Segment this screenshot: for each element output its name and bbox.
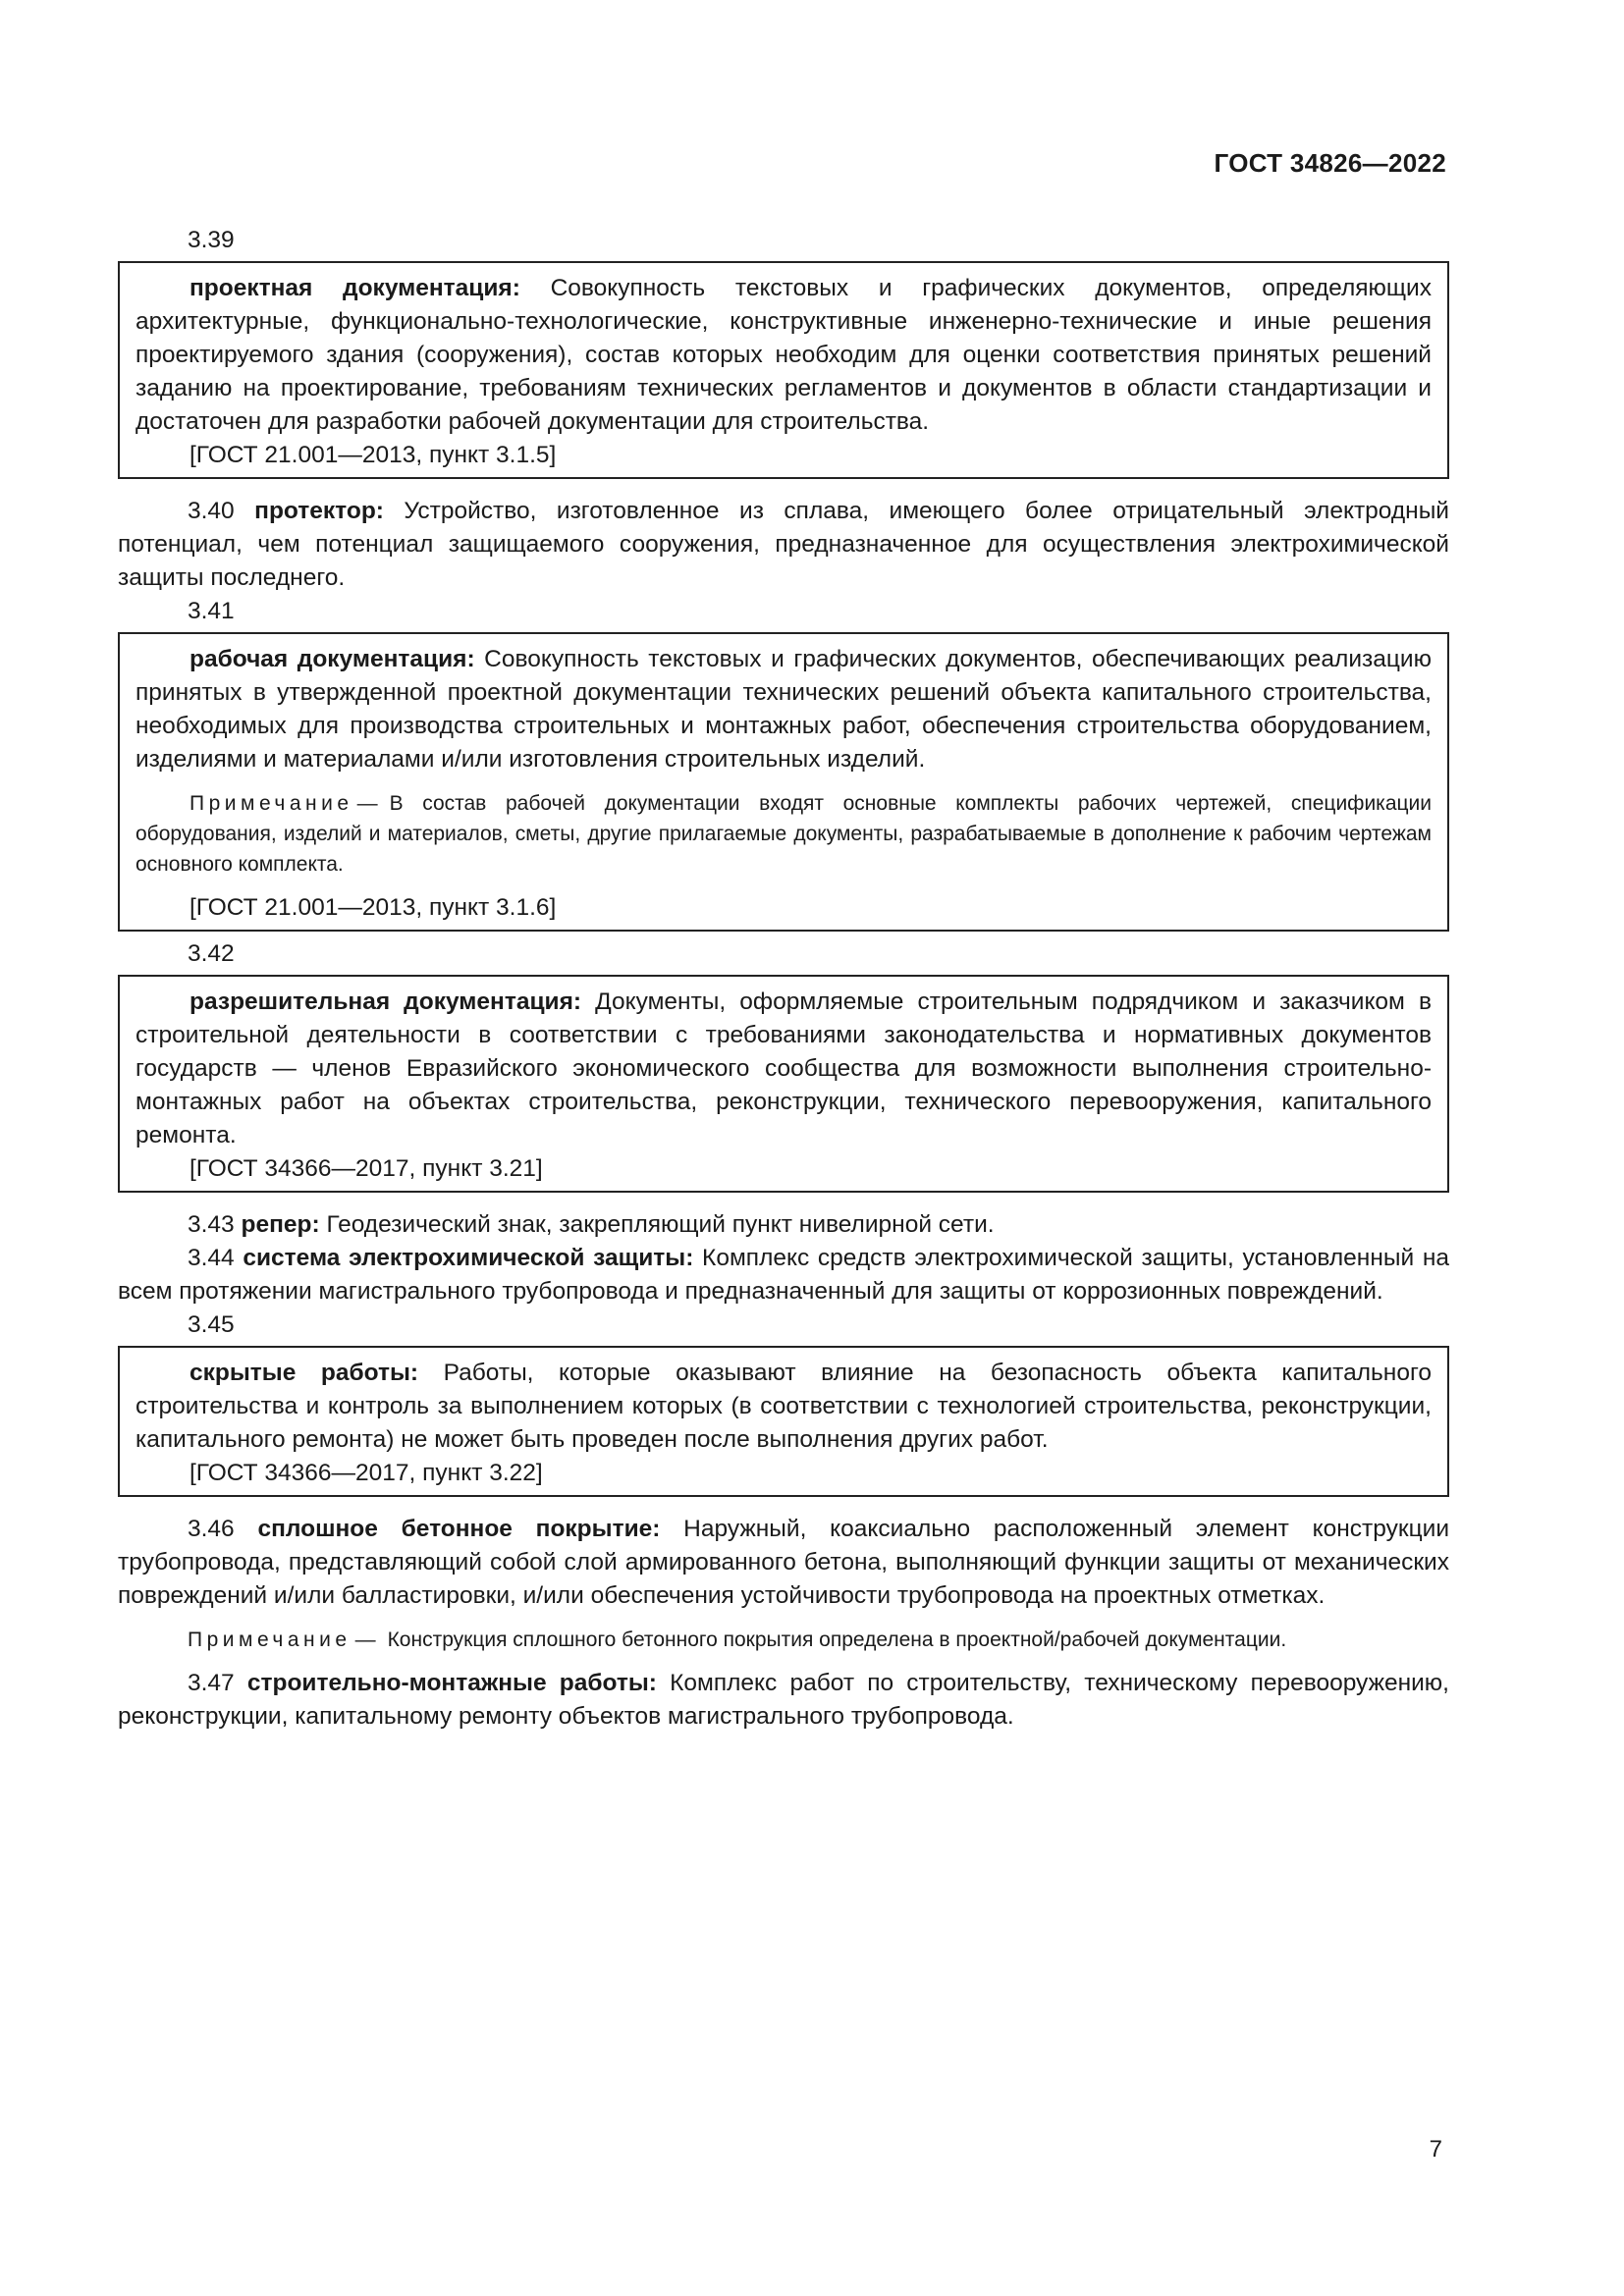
page-number: 7: [1429, 2136, 1442, 2163]
term-name: разрешительная документация:: [189, 988, 582, 1015]
term-note: [118, 1625, 1449, 1655]
term-number: 3.41: [188, 598, 235, 624]
term-box-3-42: [118, 975, 1449, 1193]
term-entry-3-43: [118, 1208, 1449, 1242]
term-number: 3.39: [188, 227, 235, 253]
term-entry-3-47: [118, 1667, 1449, 1734]
definition-text: Комплекс средств электрохимической защиты, установленный на всем протяжении магистрального трубопровода и предназначенный для защиты от коррозионных повреждений.: [118, 1245, 1449, 1305]
term-number: 3.44: [188, 1245, 235, 1271]
definition-text: Совокупность текстовых и графических документов, определяющих архитектурные, функционально-технологические, конструктивные инженерно-технические и иные решения проектируемого здания (сооружения), состав которых необходим для оценки соответствия принятых решений заданию на проектирование, требованиям технических регламентов и документов в области стандартизации и достаточен для разработки рабочей документации для строительства.: [135, 275, 1432, 435]
definition-text: Устройство, изготовленное из сплава, имеющего более отрицательный электродный потенциал, чем потенциал защищаемого сооружения, предназначенное для осуществления электрохимической защиты последнего.: [118, 498, 1449, 591]
term-entry-3-40: [118, 495, 1449, 595]
term-name: рабочая документация:: [189, 646, 475, 672]
term-source: [ГОСТ 34366—2017, пункт 3.21]: [189, 1155, 543, 1182]
term-entry-3-46: [118, 1513, 1449, 1613]
term-number: 3.46: [188, 1516, 235, 1542]
document-id: ГОСТ 34826—2022: [1214, 148, 1446, 178]
note-label: Примечание: [189, 792, 353, 815]
term-entry-3-44: [118, 1242, 1449, 1308]
term-number: 3.47: [188, 1670, 235, 1696]
term-definition: [135, 1357, 1432, 1457]
term-box-3-45: [118, 1346, 1449, 1497]
note-dash: —: [356, 792, 378, 815]
definition-text: Документы, оформляемые строительным подрядчиком и заказчиком в строительной деятельности в соответствии с требованиями законодательства и нормативных документов государств — членов Евразийского экономического сообщества для возможности выполнения строительно-монтажных работ на объектах строительства, реконструкции, технического перевооружения, капитального ремонта.: [135, 988, 1432, 1148]
definition-text: Совокупность текстовых и графических документов, обеспечивающих реализацию принятых в утвержденной проектной документации технических решений объекта капитального строительства, необходимых для производства строительных и монтажных работ, обеспечения строительства оборудованием, изделиями и материалами и/или изготовления строительных изделий.: [135, 646, 1432, 773]
term-box-3-39: [118, 261, 1449, 479]
page-content: [118, 224, 1449, 1734]
term-definition: [135, 272, 1432, 439]
term-name: скрытые работы:: [189, 1360, 419, 1386]
term-box-3-41: [118, 632, 1449, 932]
definition-text: Наружный, коаксиально расположенный элемент конструкции трубопровода, представляющий собой слой армированного бетона, выполняющий функции защиты от механических повреждений и/или балластировки, и/или обеспечения устойчивости трубопровода на проектных отметках.: [118, 1516, 1450, 1609]
note-label: Примечание: [188, 1629, 352, 1651]
term-number: 3.43: [188, 1211, 235, 1238]
term-source: [ГОСТ 21.001—2013, пункт 3.1.5]: [189, 442, 557, 468]
definition-text: Комплекс работ по строительству, техническому перевооружению, реконструкции, капитальному ремонту объектов магистрального трубопровода.: [118, 1670, 1449, 1730]
term-number: 3.45: [188, 1311, 235, 1338]
term-name: сплошное бетонное покрытие:: [257, 1516, 661, 1542]
term-name: репер:: [241, 1211, 320, 1238]
term-name: проектная документация:: [189, 275, 520, 301]
term-definition: [135, 986, 1432, 1152]
note-text: Конструкция сплошного бетонного покрытия определена в проектной/рабочей документации.: [387, 1629, 1287, 1651]
term-source: [ГОСТ 21.001—2013, пункт 3.1.6]: [189, 894, 557, 921]
term-name: система электрохимической защиты:: [243, 1245, 694, 1271]
term-note: [135, 788, 1432, 880]
term-definition: [135, 643, 1432, 776]
term-number: 3.40: [188, 498, 235, 524]
term-name: строительно-монтажные работы:: [246, 1670, 657, 1696]
term-number: 3.42: [188, 940, 235, 967]
note-text: В состав рабочей документации входят основные комплекты рабочих чертежей, спецификации оборудования, изделий и материалов, сметы, другие прилагаемые документы, разрабатываемые в дополнение к рабочим чертежам основного комплекта.: [135, 792, 1432, 876]
definition-text: Геодезический знак, закрепляющий пункт нивелирной сети.: [319, 1211, 995, 1238]
term-name: протектор:: [254, 498, 384, 524]
definition-text: Работы, которые оказывают влияние на безопасность объекта капитального строительства и контроль за выполнением которых (в соответствии с технологией строительства, реконструкции, капитального ремонта) не может быть проведен после выполнения других работ.: [135, 1360, 1432, 1453]
term-source: [ГОСТ 34366—2017, пункт 3.22]: [189, 1460, 543, 1486]
note-dash: —: [354, 1629, 376, 1651]
